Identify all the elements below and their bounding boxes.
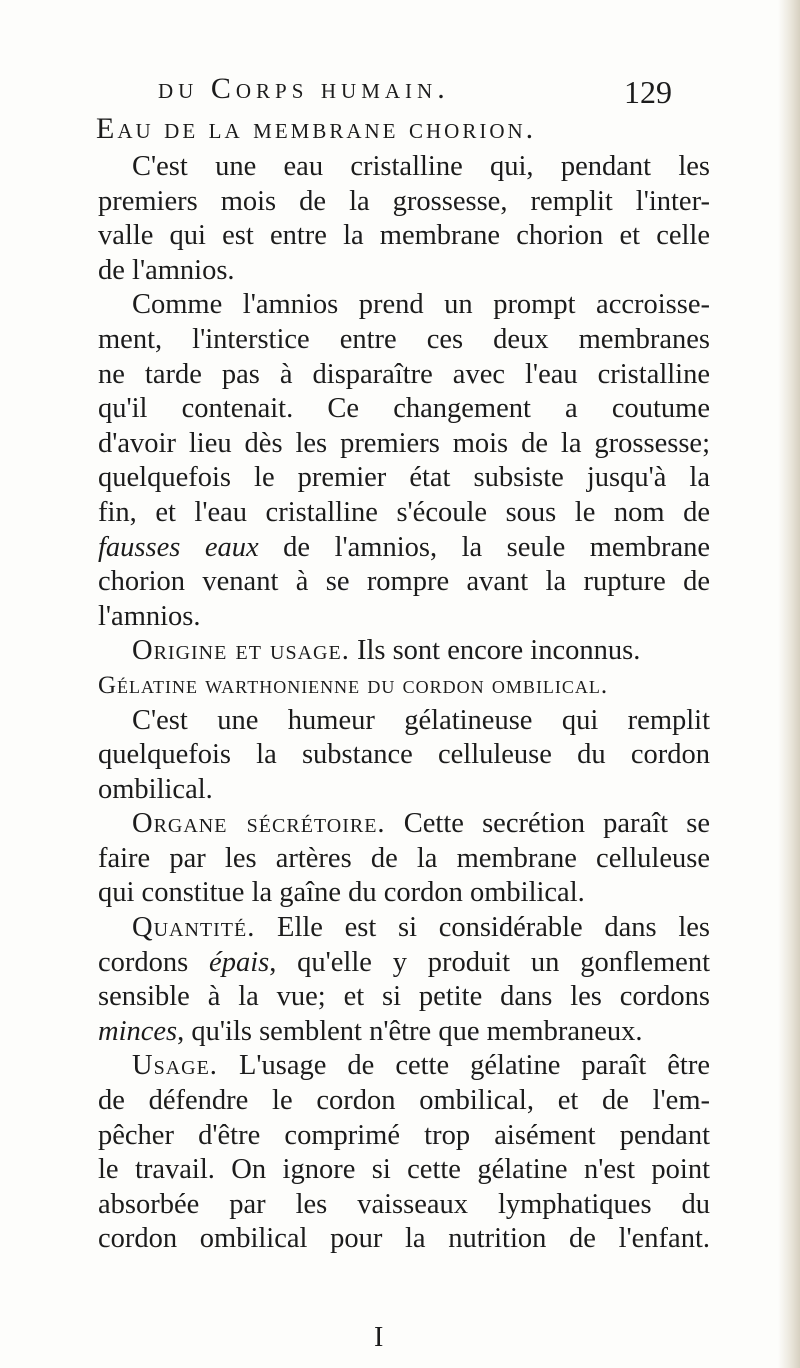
text-fragment: cordons bbox=[98, 946, 210, 978]
text-fragment: Ils sont encore inconnus. bbox=[349, 635, 641, 667]
text-line: pêcher d'être comprimé trop aisément pendant bbox=[98, 1119, 710, 1151]
text-line: C'est une eau cristalline qui, pendant les bbox=[132, 151, 710, 182]
paragraph-label-small: et usage. bbox=[227, 635, 350, 667]
italic-term: minces bbox=[98, 1015, 178, 1047]
text-fragment: Elle est si considérable dans les bbox=[255, 912, 710, 944]
text-line: le travail. On ignore si cette gélatine n'est point bbox=[98, 1154, 710, 1186]
paragraph-label: Origine bbox=[132, 635, 228, 667]
page-number: 129 bbox=[624, 74, 672, 110]
text-line bbox=[98, 911, 710, 946]
text-line: C'est une humeur gélatineuse qui remplit bbox=[132, 704, 710, 736]
text-line bbox=[98, 946, 710, 981]
text-fragment: , qu'elle y produit un gonflement bbox=[269, 946, 710, 978]
paragraph-label: Quantité. bbox=[132, 912, 256, 944]
text-line: faire par les artères de la membrane celluleuse bbox=[98, 842, 710, 874]
signature-mark: I bbox=[374, 1322, 384, 1353]
text-line bbox=[98, 1015, 710, 1050]
subsection-heading: Gélatine warthonienne du cordon ombilical. bbox=[98, 671, 609, 699]
text-line: premiers mois de la grossesse, remplit l'inter- bbox=[98, 185, 710, 217]
text-line: l'amnios. bbox=[98, 600, 201, 632]
text-line bbox=[98, 531, 710, 566]
text-line: quelquefois le premier état subsiste jusqu'à la bbox=[98, 462, 710, 494]
italic-term: fausses eaux bbox=[98, 531, 259, 563]
paragraph-label: Organe sécrétoire. bbox=[132, 808, 386, 840]
italic-term: épais bbox=[209, 946, 270, 978]
text-line: chorion venant à se rompre avant la rupture de bbox=[98, 566, 710, 598]
page-edge-shadow bbox=[778, 0, 800, 1368]
section-title: Eau de la membrane chorion. bbox=[96, 112, 537, 145]
text-line: cordon ombilical pour la nutrition de l'enfant. bbox=[98, 1223, 710, 1255]
text-line: qui constitue la gaîne du cordon ombilical. bbox=[98, 877, 585, 909]
text-line bbox=[98, 634, 710, 669]
text-line: ment, l'interstice entre ces deux membranes bbox=[98, 323, 710, 355]
text-line: Comme l'amnios prend un prompt accroisse- bbox=[132, 289, 710, 321]
text-line: fin, et l'eau cristalline s'écoule sous le nom de bbox=[98, 496, 710, 528]
text-fragment: L'usage de cette gélatine paraît être bbox=[217, 1050, 710, 1082]
text-line: absorbée par les vaisseaux lymphatiques du bbox=[98, 1188, 710, 1220]
text-line: ne tarde pas à disparaître avec l'eau cristalline bbox=[98, 358, 710, 390]
body-text bbox=[98, 150, 710, 1257]
text-fragment: Cette secrétion paraît se bbox=[385, 808, 710, 840]
text-line: de défendre le cordon ombilical, et de l'em- bbox=[98, 1085, 710, 1117]
text-line bbox=[98, 1049, 710, 1084]
text-line: d'avoir lieu dès les premiers mois de la grossesse; bbox=[98, 427, 710, 459]
text-line: quelquefois la substance celluleuse du cordon bbox=[98, 739, 710, 771]
text-line bbox=[98, 807, 710, 842]
text-fragment: de l'amnios, la seule membrane bbox=[258, 531, 711, 563]
paragraph-label: Usage. bbox=[132, 1050, 218, 1082]
text-fragment: , qu'ils semblent n'être que membraneux. bbox=[177, 1015, 643, 1047]
running-header-title: du Corps humain. bbox=[158, 72, 450, 105]
text-line: de l'amnios. bbox=[98, 254, 235, 286]
text-line: ombilical. bbox=[98, 773, 213, 805]
text-line: valle qui est entre la membrane chorion et celle bbox=[98, 220, 710, 252]
text-line: qu'il contenait. Ce changement a coutume bbox=[98, 393, 710, 425]
text-line: sensible à la vue; et si petite dans les cordons bbox=[98, 981, 710, 1013]
